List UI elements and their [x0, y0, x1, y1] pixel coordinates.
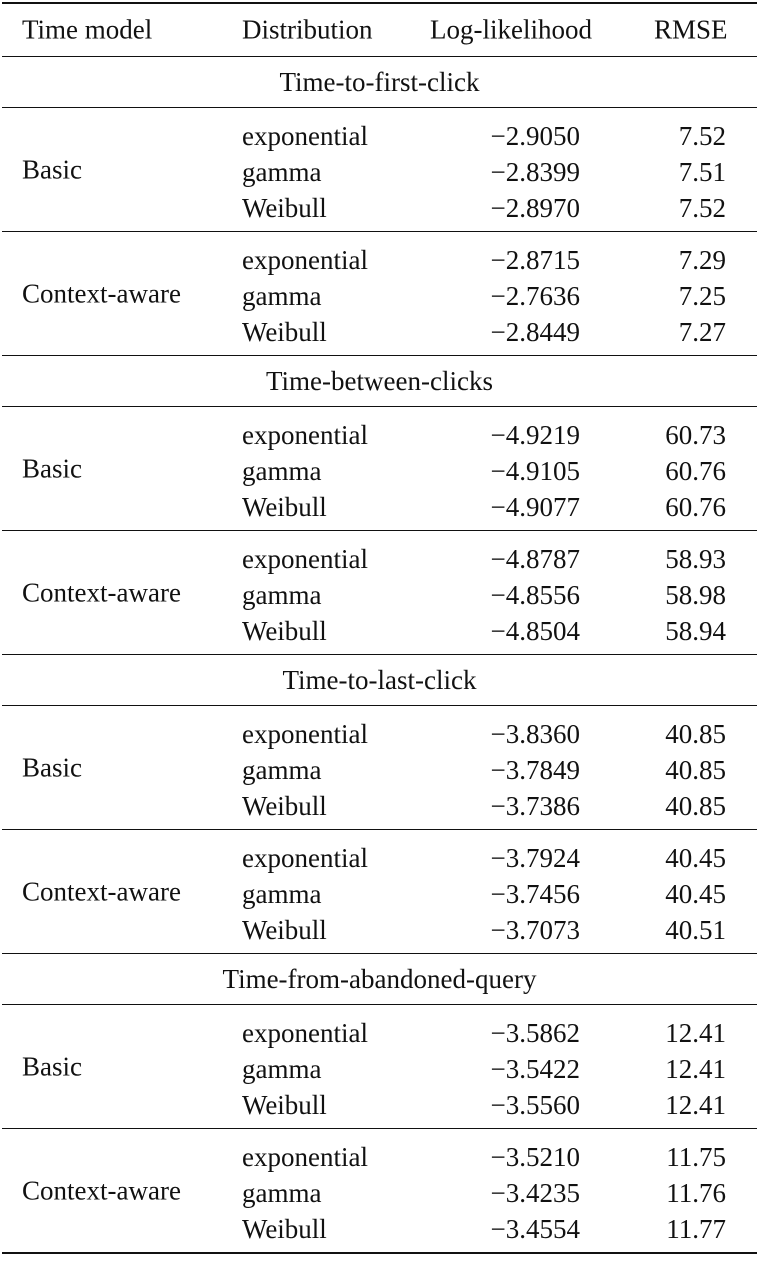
- table-row: [2, 1015, 757, 1051]
- rmse-cell: 58.98: [665, 580, 726, 610]
- distribution-cell: gamma: [242, 1178, 322, 1208]
- table-row: [2, 613, 757, 649]
- rmse-cell: 11.76: [666, 1178, 726, 1208]
- column-header-rmse: RMSE: [654, 14, 728, 45]
- distribution-cell: gamma: [242, 281, 322, 311]
- rmse-cell: 58.93: [665, 544, 726, 574]
- time-model-label: Context-aware: [22, 577, 181, 607]
- table-row: [2, 788, 757, 824]
- section-title: Time-between-clicks: [266, 365, 493, 396]
- rmse-cell: 40.51: [665, 915, 726, 945]
- section-title: Time-from-abandoned-query: [222, 963, 537, 994]
- column-header-distribution: Distribution: [242, 14, 373, 45]
- table-row: [2, 1051, 757, 1087]
- rmse-cell: 40.85: [665, 755, 726, 785]
- rmse-cell: 7.51: [678, 157, 726, 187]
- distribution-cell: gamma: [242, 755, 322, 785]
- distribution-cell: exponential: [242, 1142, 368, 1172]
- distribution-cell: Weibull: [242, 616, 327, 646]
- distribution-cell: exponential: [242, 843, 368, 873]
- table-row: [2, 1211, 757, 1247]
- model-group: [2, 407, 757, 530]
- rmse-cell: 12.41: [665, 1090, 726, 1120]
- table-row: [2, 912, 757, 948]
- rmse-cell: 7.27: [678, 317, 726, 347]
- table-row: [2, 278, 757, 314]
- log-likelihood-cell: −2.9050: [490, 121, 580, 151]
- log-likelihood-cell: −3.5210: [490, 1142, 580, 1172]
- distribution-cell: gamma: [242, 1054, 322, 1084]
- distribution-cell: gamma: [242, 580, 322, 610]
- section-title: Time-to-first-click: [279, 66, 480, 97]
- table-row: [2, 489, 757, 525]
- header-row: [2, 4, 757, 56]
- model-group: [2, 1005, 757, 1128]
- log-likelihood-cell: −3.7456: [490, 879, 580, 909]
- rmse-cell: 58.94: [665, 616, 726, 646]
- rmse-cell: 60.76: [665, 492, 726, 522]
- log-likelihood-cell: −3.4235: [490, 1178, 580, 1208]
- table-row: [2, 242, 757, 278]
- distribution-cell: exponential: [242, 245, 368, 275]
- distribution-cell: exponential: [242, 719, 368, 749]
- distribution-cell: exponential: [242, 1018, 368, 1048]
- time-model-label: Basic: [22, 154, 82, 184]
- rmse-cell: 11.75: [666, 1142, 726, 1172]
- log-likelihood-cell: −3.7386: [490, 791, 580, 821]
- log-likelihood-cell: −4.9105: [490, 456, 580, 486]
- table-row: [2, 118, 757, 154]
- log-likelihood-cell: −4.8504: [490, 616, 580, 646]
- log-likelihood-cell: −2.8970: [490, 193, 580, 223]
- rmse-cell: 60.73: [665, 420, 726, 450]
- table-row: [2, 190, 757, 226]
- log-likelihood-cell: −2.8399: [490, 157, 580, 187]
- table-row: [2, 716, 757, 752]
- time-model-label: Basic: [22, 453, 82, 483]
- log-likelihood-cell: −2.8715: [490, 245, 580, 275]
- distribution-cell: Weibull: [242, 791, 327, 821]
- log-likelihood-cell: −3.5560: [490, 1090, 580, 1120]
- distribution-cell: Weibull: [242, 193, 327, 223]
- table-row: [2, 453, 757, 489]
- time-model-label: Basic: [22, 1051, 82, 1081]
- model-group: [2, 706, 757, 829]
- section-title: Time-to-last-click: [282, 664, 477, 695]
- time-model-label: Context-aware: [22, 876, 181, 906]
- rmse-cell: 40.85: [665, 719, 726, 749]
- rmse-cell: 60.76: [665, 456, 726, 486]
- table-row: [2, 876, 757, 912]
- log-likelihood-cell: −3.8360: [490, 719, 580, 749]
- table-row: [2, 1175, 757, 1211]
- table-row: [2, 314, 757, 350]
- distribution-cell: gamma: [242, 879, 322, 909]
- time-model-label: Basic: [22, 752, 82, 782]
- model-group: [2, 232, 757, 355]
- log-likelihood-cell: −3.7924: [490, 843, 580, 873]
- rmse-cell: 11.77: [666, 1214, 726, 1244]
- results-table: [2, 2, 757, 1254]
- distribution-cell: Weibull: [242, 317, 327, 347]
- distribution-cell: gamma: [242, 456, 322, 486]
- rmse-cell: 40.45: [665, 879, 726, 909]
- model-group: [2, 830, 757, 953]
- log-likelihood-cell: −2.8449: [490, 317, 580, 347]
- rmse-cell: 7.25: [678, 281, 726, 311]
- table-row: [2, 1087, 757, 1123]
- distribution-cell: Weibull: [242, 1090, 327, 1120]
- table-row: [2, 541, 757, 577]
- table-row: [2, 1139, 757, 1175]
- table-row: [2, 752, 757, 788]
- log-likelihood-cell: −4.8787: [490, 544, 580, 574]
- log-likelihood-cell: −3.7849: [490, 755, 580, 785]
- table-row: [2, 577, 757, 613]
- log-likelihood-cell: −4.8556: [490, 580, 580, 610]
- time-model-label: Context-aware: [22, 1175, 181, 1205]
- log-likelihood-cell: −3.5862: [490, 1018, 580, 1048]
- distribution-cell: exponential: [242, 121, 368, 151]
- distribution-cell: Weibull: [242, 915, 327, 945]
- column-header-time-model: Time model: [22, 14, 153, 45]
- log-likelihood-cell: −4.9219: [490, 420, 580, 450]
- column-header-log-likelihood: Log-likelihood: [430, 14, 592, 45]
- table-body: [2, 57, 757, 1252]
- time-model-label: Context-aware: [22, 278, 181, 308]
- table-row: [2, 840, 757, 876]
- distribution-cell: Weibull: [242, 492, 327, 522]
- distribution-cell: exponential: [242, 544, 368, 574]
- rmse-cell: 12.41: [665, 1054, 726, 1084]
- rmse-cell: 7.52: [678, 193, 726, 223]
- table-row: [2, 417, 757, 453]
- log-likelihood-cell: −3.4554: [490, 1214, 580, 1244]
- rmse-cell: 40.45: [665, 843, 726, 873]
- model-group: [2, 108, 757, 231]
- log-likelihood-cell: −3.5422: [490, 1054, 580, 1084]
- log-likelihood-cell: −3.7073: [490, 915, 580, 945]
- table-row: [2, 154, 757, 190]
- model-group: [2, 1129, 757, 1252]
- model-group: [2, 531, 757, 654]
- rmse-cell: 7.52: [678, 121, 726, 151]
- log-likelihood-cell: −2.7636: [490, 281, 580, 311]
- distribution-cell: gamma: [242, 157, 322, 187]
- distribution-cell: exponential: [242, 420, 368, 450]
- bottom-rule: [2, 1252, 757, 1254]
- rmse-cell: 12.41: [665, 1018, 726, 1048]
- rmse-cell: 40.85: [665, 791, 726, 821]
- distribution-cell: Weibull: [242, 1214, 327, 1244]
- rmse-cell: 7.29: [678, 245, 726, 275]
- log-likelihood-cell: −4.9077: [490, 492, 580, 522]
